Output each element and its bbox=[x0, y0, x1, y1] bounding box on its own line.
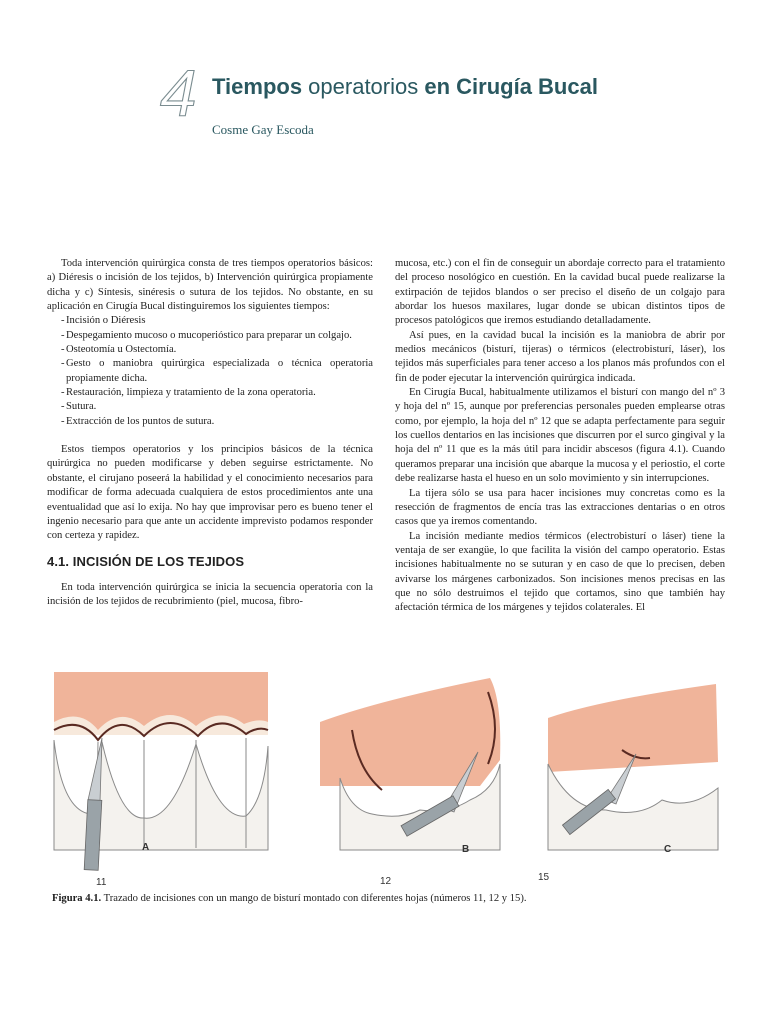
title-bold-part-1: Tiempos bbox=[212, 74, 303, 99]
paragraph: En toda intervención quirúrgica se inicia la secuencia operatoria con la incisión de los tejidos de recubrimiento (piel, mucosa, fibro- bbox=[47, 581, 373, 608]
list-item: - Despegamiento mucoso o mucoperióstico para preparar un colgajo. bbox=[47, 329, 373, 343]
list-item: - Gesto o maniobra quirúrgica especializada o técnica operatoria propiamente dicha. bbox=[47, 357, 373, 386]
blade-number-a: 11 bbox=[96, 877, 107, 888]
paragraph: Así pues, en la cavidad bucal la incisión es la maniobra de abrir por medios mecánicos (bisturí, tijeras) o térmicos (electrobisturí, láser), los tejidos más superficiales para tener acceso a los planos más profundos con el fin de poder ejecutar la intervención quirúrgica indicada. bbox=[395, 329, 725, 384]
title-regular-part: operatorios bbox=[302, 74, 425, 99]
chapter-title bbox=[212, 74, 598, 100]
title-bold-part-2: en Cirugía Bucal bbox=[424, 74, 598, 99]
text-column-right bbox=[395, 257, 725, 616]
list-item: - Sutura. bbox=[47, 400, 373, 414]
blade-number-b: 12 bbox=[380, 876, 392, 887]
gum-shape bbox=[320, 678, 500, 786]
intro-paragraph: Toda intervención quirúrgica consta de tres tiempos operatorios básicos: a) Diéresis o incisión de los tejidos, b) Intervención quirúrgica propiamente dicha y c) Síntesis, sinéresis o sutura de los tejidos. No obstante, en su aplicación en Cirugía Bucal distinguiremos los siguientes tiempos: bbox=[47, 258, 373, 313]
panel-b bbox=[320, 678, 500, 887]
panel-a bbox=[54, 672, 268, 888]
list-item: - Osteotomía u Ostectomía. bbox=[47, 343, 373, 357]
paragraph: La incisión mediante medios térmicos (electrobisturí o láser) tiene la ventaja de ser exangüe, lo que facilita la visión del campo operatorio. Estas incisiones habitualmente no se suturan y en caso de que lo precisen, deben avivarse los márgenes carbonizados. Son incisiones menos precisas en las que no sólo destruimos el tejido que cortamos, sino que también hay afectación térmica de los márgenes y tejidos colaterales. El bbox=[395, 530, 725, 614]
paragraph: mucosa, etc.) con el fin de conseguir un abordaje correcto para el tratamiento del proceso nosológico en cuestión. En la cavidad bucal puede realizarse la extirpación de tejidos blandos o ser preciso el diseño de un colgajo para abordar los huesos maxilares, lugar donde se ubican distintos tipos de procesos patológicos que iremos estudiando detalladamente. bbox=[395, 258, 725, 327]
paragraph: Estos tiempos operatorios y los principios básicos de la técnica quirúrgica no pueden modificarse y deben seguirse estrictamente. No obstante, el cirujano poseerá la habilidad y el conocimiento necesarios para modificar de forma adecuada cualquiera de estos procedimientos ante una eventualidad que así lo exija. No hay que improvisar pero es bueno tener el ingenio necesario para que ante un accidente imprevisto podamos responder con certeza y rapidez. bbox=[47, 444, 373, 542]
scalpel-blade bbox=[88, 738, 102, 802]
panel-b-label: B bbox=[462, 844, 470, 855]
incision-illustration bbox=[40, 660, 740, 892]
panel-c-label: C bbox=[664, 844, 672, 855]
caption-text: Trazado de incisiones con un mango de bisturí montado con diferentes hojas (números 11, 12 y 15). bbox=[101, 893, 527, 904]
list-item: - Incisión o Diéresis bbox=[47, 314, 373, 328]
caption-label: Figura 4.1. bbox=[52, 893, 102, 904]
list-item: - Restauración, limpieza y tratamiento de la zona operatoria. bbox=[47, 386, 373, 400]
svg-text:4: 4 bbox=[160, 60, 197, 122]
text-column-left bbox=[47, 257, 373, 610]
panel-a-label: A bbox=[142, 842, 150, 853]
chapter-number bbox=[158, 60, 198, 122]
scalpel-handle bbox=[84, 800, 102, 871]
author-name: Cosme Gay Escoda bbox=[212, 122, 314, 137]
teeth-shape bbox=[548, 764, 718, 850]
figure-caption bbox=[52, 893, 527, 904]
paragraph: En Cirugía Bucal, habitualmente utilizamos el bisturí con mango del nº 3 y hoja del nº 15, aunque por preferencias personales pueden emplearse otras como, por ejemplo, la hoja del nº 12 que se adapta perfectamente para seguir los cuellos dentarios en las incisiones que discurren por el surco gingival y la hoja del nº 11 que es la más útil para incidir abscesos (figura 4.1). Cuando queramos preparar una incisión que abarque la mucosa y el periostio, el corte debe realizarse hasta el hueso en un solo movimiento y sin interrupciones. bbox=[395, 387, 725, 485]
paragraph: La tijera sólo se usa para hacer incisiones muy concretas como es la resección de fragmentos de encía tras las extracciones dentarias o en otros casos que ya iremos comentando. bbox=[395, 487, 725, 528]
section-heading: 4.1. INCISIÓN DE LOS TEJIDOS bbox=[47, 553, 245, 569]
blade-number-c: 15 bbox=[538, 872, 550, 883]
panel-c bbox=[538, 684, 718, 883]
operative-times-list bbox=[47, 314, 373, 429]
list-item: - Extracción de los puntos de sutura. bbox=[47, 415, 373, 429]
